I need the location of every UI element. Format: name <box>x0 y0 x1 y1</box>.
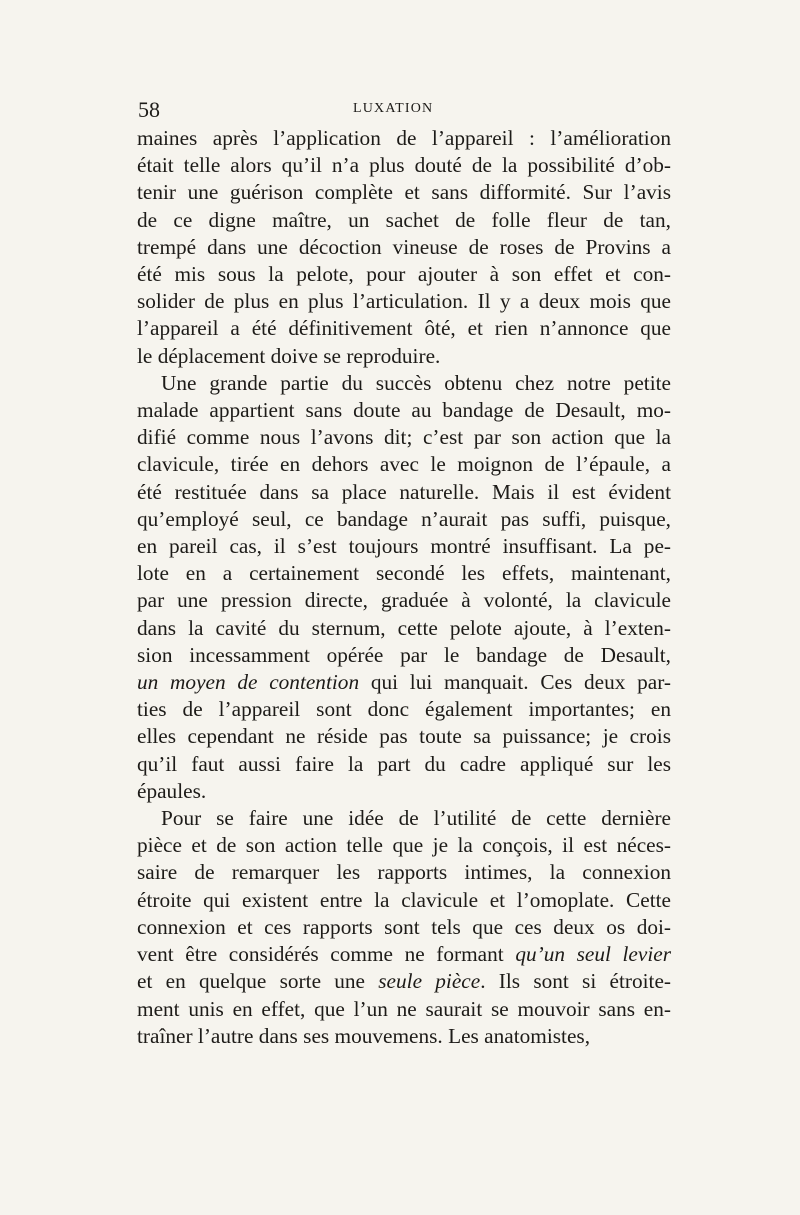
text-fragment: vent être considérés comme ne formant <box>137 942 516 967</box>
italic-phrase: qu’un seul levier <box>515 942 671 967</box>
text-line: maines après l’application de l’appareil : l’amélioration <box>137 126 671 150</box>
text-line: été mis sous la pelote, pour ajouter à son effet et con- <box>137 262 671 287</box>
text-line-italic <box>137 941 671 968</box>
page-header <box>138 97 678 127</box>
text-line: trempé dans une décoction vineuse de roses de Provins a <box>137 234 671 259</box>
page-number: 58 <box>138 97 160 122</box>
text-line: dans la cavité du sternum, cette pelote ajoute, à l’exten- <box>137 615 671 640</box>
text-line: Une grande partie du succès obtenu chez notre petite <box>161 370 671 395</box>
text-fragment: . Ils sont si étroite- <box>480 969 671 994</box>
text-line: elles cependant ne réside pas toute sa puissance; je crois <box>137 724 671 749</box>
text-fragment: et en quelque sorte une <box>137 969 379 994</box>
italic-phrase: seule pièce <box>378 969 481 994</box>
text-line: était telle alors qu’il n’a plus douté de la possibilité d’ob- <box>137 153 671 178</box>
text-line: par une pression directe, graduée à volonté, la clavicule <box>137 588 671 613</box>
text-line: difié comme nous l’avons dit; c’est par son action que la <box>137 425 671 450</box>
text-line: malade appartient sans doute au bandage de Desault, mo- <box>137 398 671 423</box>
body-text <box>137 125 671 1050</box>
text-line-italic <box>137 968 671 995</box>
text-line: pièce et de son action telle que je la conçois, il est néces- <box>137 833 671 858</box>
running-head: LUXATION <box>353 101 434 116</box>
text-line: le déplacement doive se reproduire. <box>137 343 441 368</box>
text-line: ties de l’appareil sont donc également importantes; en <box>137 697 671 722</box>
text-line: saire de remarquer les rapports intimes, la connexion <box>137 860 671 885</box>
text-line: étroite qui existent entre la clavicule et l’omoplate. Cette <box>137 887 671 912</box>
text-line-italic <box>137 669 671 696</box>
text-line: l’appareil a été définitivement ôté, et rien n’annonce que <box>137 316 671 341</box>
text-line: de ce digne maître, un sachet de folle fleur de tan, <box>137 207 671 232</box>
text-line: lote en a certainement secondé les effets, maintenant, <box>137 561 671 586</box>
text-line: traîner l’autre dans ses mouvemens. Les anatomistes, <box>137 1023 591 1048</box>
text-line: connexion et ces rapports sont tels que ces deux os doi- <box>137 914 671 939</box>
text-line: tenir une guérison complète et sans difformité. Sur l’avis <box>137 180 671 205</box>
text-fragment: qui lui manquait. Ces deux par- <box>359 670 671 695</box>
text-line: qu’employé seul, ce bandage n’aurait pas suffi, puisque, <box>137 506 671 531</box>
text-line: été restituée dans sa place naturelle. Mais il est évident <box>137 479 671 504</box>
text-line: sion incessamment opérée par le bandage de Desault, <box>137 642 671 667</box>
text-line: Pour se faire une idée de l’utilité de cette dernière <box>161 806 671 831</box>
text-line: solider de plus en plus l’articulation. Il y a deux mois que <box>137 289 671 314</box>
text-line: clavicule, tirée en dehors avec le moignon de l’épaule, a <box>137 452 671 477</box>
text-line: en pareil cas, il s’est toujours montré insuffisant. La pe- <box>137 534 671 559</box>
text-line: qu’il faut aussi faire la part du cadre appliqué sur les <box>137 751 671 776</box>
text-line: ment unis en effet, que l’un ne saurait se mouvoir sans en- <box>137 996 671 1021</box>
italic-phrase: un moyen de contention <box>137 670 360 695</box>
text-line: épaules. <box>137 778 207 803</box>
